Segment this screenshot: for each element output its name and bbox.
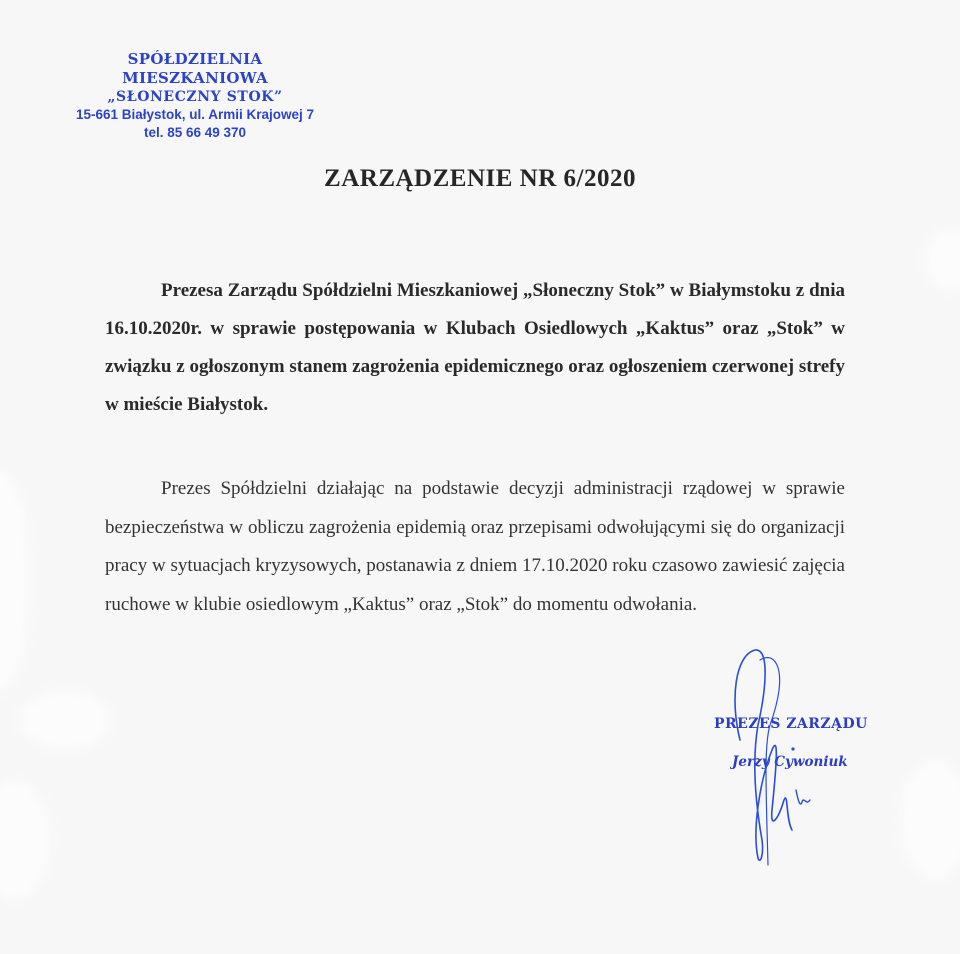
stamp-line-phone: tel. 85 66 49 370 (143, 125, 247, 140)
cooperative-stamp (60, 50, 330, 142)
scan-smudge (20, 690, 110, 750)
document-body: Prezes Spółdzielni działając na podstawie decyzji administracji rządowej w sprawie bezpieczeństwa w obliczu zagrożenia epidemią oraz przepisami odwołującymi się do organizacji pracy w sytuacjach kryzysowych, postanawia z dniem 17.10.2020 roku czasowo zawiesić zajęcia ruchowe w klubie osiedlowym „Kaktus” oraz „Stok” do momentu odwołania. (105, 478, 845, 615)
signature-role: PREZES ZARZĄDU (714, 716, 868, 732)
stamp-line-name: SPÓŁDZIELNIA MIESZKANIOWA (122, 50, 268, 87)
document-title: ZARZĄDZENIE NR 6/2020 (324, 165, 636, 192)
signature-name: Jerzy Cywoniuk (732, 754, 848, 770)
scan-smudge (0, 470, 30, 690)
stamp-line-estate: „SŁONECZNY STOK” (107, 89, 283, 105)
handwritten-signature (700, 630, 880, 870)
scan-smudge (0, 780, 50, 900)
scan-smudge (925, 230, 960, 290)
scan-smudge (900, 760, 960, 880)
stamp-line-address: 15-661 Białystok, ul. Armii Krajowej 7 (75, 107, 315, 122)
document-subtitle: Prezesa Zarządu Spółdzielni Mieszkaniowej „Słoneczny Stok” w Białymstoku z dnia 16.10.2020r. w sprawie postępowania w Klubach Osiedlowych „Kaktus” oraz „Stok” w związku z ogłoszonym stanem zagrożenia epidemicznego oraz ogłoszeniem czerwonej strefy w mieście Białystok. (105, 280, 845, 415)
